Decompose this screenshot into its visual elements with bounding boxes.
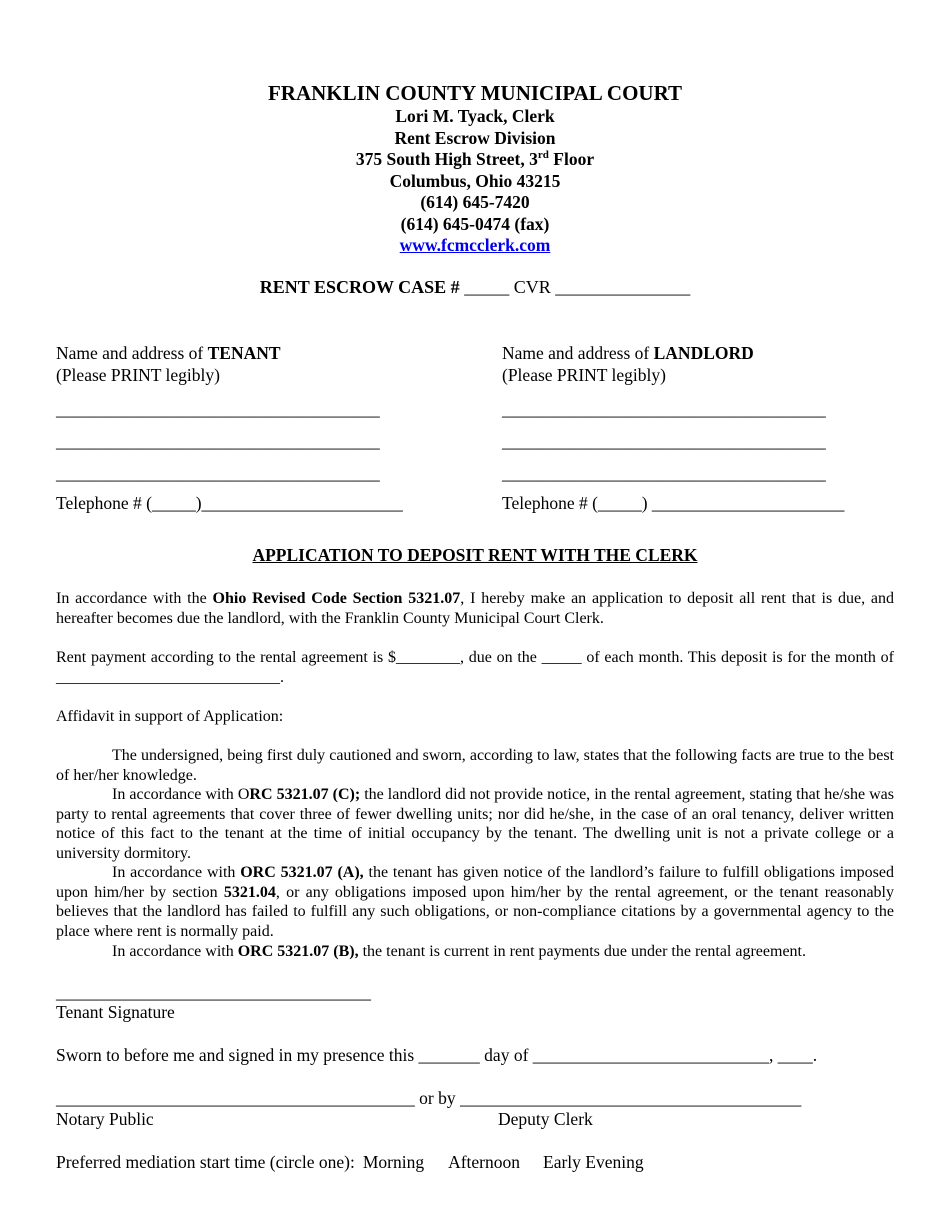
landlord-label-prefix: Name and address of [502, 343, 654, 363]
landlord-label-bold: LANDLORD [653, 343, 754, 363]
court-city: Columbus, Ohio 43215 [389, 170, 561, 191]
cvr-blank[interactable]: _______________ [550, 277, 691, 297]
affidavit-heading: Affidavit in support of Application: [56, 708, 284, 725]
mediation-option-morning[interactable]: Morning [362, 1152, 425, 1172]
p2-prefix: In accordance with O [112, 786, 250, 803]
p4-statute: ORC 5321.07 (B), [237, 943, 359, 960]
tenant-label-prefix: Name and address of [56, 343, 208, 363]
intro-prefix: In accordance with the [56, 590, 213, 607]
sworn-statement[interactable]: Sworn to before me and signed in my presence this _______ day of ___________________________, ____. [56, 1045, 818, 1065]
p3-section: 5321.04 [223, 883, 276, 901]
landlord-telephone[interactable]: Telephone # (_____) ______________________ [502, 493, 845, 513]
landlord-label [502, 342, 754, 364]
affidavit-paragraph-1: The undersigned, being first duly cautioned and sworn, according to law, states that the following facts are true to the best of her/her knowledge. [56, 747, 894, 784]
or-by-text: or by [414, 1088, 460, 1108]
tenant-instruction: (Please PRINT legibly) [56, 365, 220, 385]
tenant-signature-line[interactable]: ____________________________________ [56, 982, 371, 1002]
website-link[interactable]: www.fcmcclerk.com [399, 235, 551, 255]
p3-body: the tenant has given notice of the landlord’s failure to fulfill obligations imposed upon him/her by section [56, 864, 895, 901]
court-name: FRANKLIN COUNTY MUNICIPAL COURT [267, 81, 683, 105]
intro-suffix: , I hereby make an application to deposit all rent that is due, and hereafter becomes due the landlord, with the Franklin County Municipal Court Clerk. [56, 590, 895, 627]
landlord-address-line-2[interactable]: _____________________________________ [502, 431, 826, 451]
p3-prefix: In accordance with [112, 864, 241, 881]
affidavit-paragraph-3 [56, 863, 894, 941]
rent-payment-paragraph[interactable]: Rent payment according to the rental agreement is $________, due on the _____ of each month. This deposit is for the month of ____________________________. [56, 649, 894, 686]
court-fax: (614) 645-0474 (fax) [400, 213, 550, 234]
landlord-address-line-3[interactable]: _____________________________________ [502, 463, 826, 483]
notary-public-label: Notary Public [56, 1109, 154, 1129]
case-label: RENT ESCROW CASE # [259, 277, 460, 297]
p2-body: the landlord did not provide notice, in the rental agreement, stating that he/she was party to rental agreements that cover three of fewer dwelling units; nor did he/she, in the case of an oral tenancy, deliver written notice of this fact to the tenant at the time of initial occupancy by the tenant. The dwelling unit is not a private college or a university dormitory. [56, 786, 894, 862]
intro-paragraph [56, 589, 894, 628]
deputy-clerk-label: Deputy Clerk [498, 1109, 593, 1129]
court-address [0, 149, 950, 171]
p4-prefix: In accordance with [112, 943, 238, 960]
address-street: 375 South High Street, 3 [355, 149, 538, 169]
mediation-preference [56, 1152, 644, 1173]
address-ordinal: rd [537, 149, 549, 162]
notary-signature-line[interactable]: _________________________________________ [56, 1088, 415, 1108]
intro-statute: Ohio Revised Code Section 5321.07 [212, 590, 461, 607]
clerk-name: Lori M. Tyack, Clerk [395, 106, 555, 126]
tenant-address-line-2[interactable]: _____________________________________ [56, 431, 380, 451]
mediation-option-early-evening[interactable]: Early Evening [543, 1152, 644, 1172]
affidavit-paragraph-2 [56, 785, 894, 863]
tenant-telephone[interactable]: Telephone # (_____)_______________________ [56, 493, 403, 513]
p4-body: the tenant is current in rent payments due under the rental agreement. [358, 943, 806, 960]
affidavit-paragraph-4 [56, 942, 894, 962]
tenant-address-line-3[interactable]: _____________________________________ [56, 463, 380, 483]
address-floor: Floor [548, 149, 595, 169]
tenant-label [56, 342, 281, 364]
tenant-label-bold: TENANT [207, 343, 281, 363]
tenant-address-line-1[interactable]: _____________________________________ [56, 399, 380, 419]
application-title: APPLICATION TO DEPOSIT RENT WITH THE CLERK [252, 545, 698, 565]
p2-statute: RC 5321.07 (C); [249, 786, 361, 803]
court-header [0, 80, 950, 257]
division-name: Rent Escrow Division [394, 127, 556, 148]
tenant-signature-label: Tenant Signature [56, 1002, 175, 1022]
court-phone: (614) 645-7420 [420, 192, 530, 212]
clerk-signature-line[interactable]: _______________________________________ [459, 1088, 802, 1108]
mediation-label: Preferred mediation start time (circle one): [56, 1152, 355, 1172]
p3-tail: , or any obligations imposed upon him/her by the rental agreement, or the tenant reasonably believes that the landlord has failed to fulfill any such obligations, or non-compliance citations by a governmental agency to the place where rent is normally paid. [56, 883, 894, 940]
landlord-address-line-1[interactable]: _____________________________________ [502, 399, 826, 419]
landlord-instruction: (Please PRINT legibly) [502, 365, 666, 385]
case-number-line [0, 277, 950, 298]
p3-statute: ORC 5321.07 (A), [240, 864, 364, 881]
mediation-option-afternoon[interactable]: Afternoon [448, 1152, 521, 1172]
cvr-label: CVR [513, 277, 551, 297]
notary-clerk-line [56, 1088, 801, 1109]
case-number-blank[interactable]: _____ [459, 277, 514, 297]
